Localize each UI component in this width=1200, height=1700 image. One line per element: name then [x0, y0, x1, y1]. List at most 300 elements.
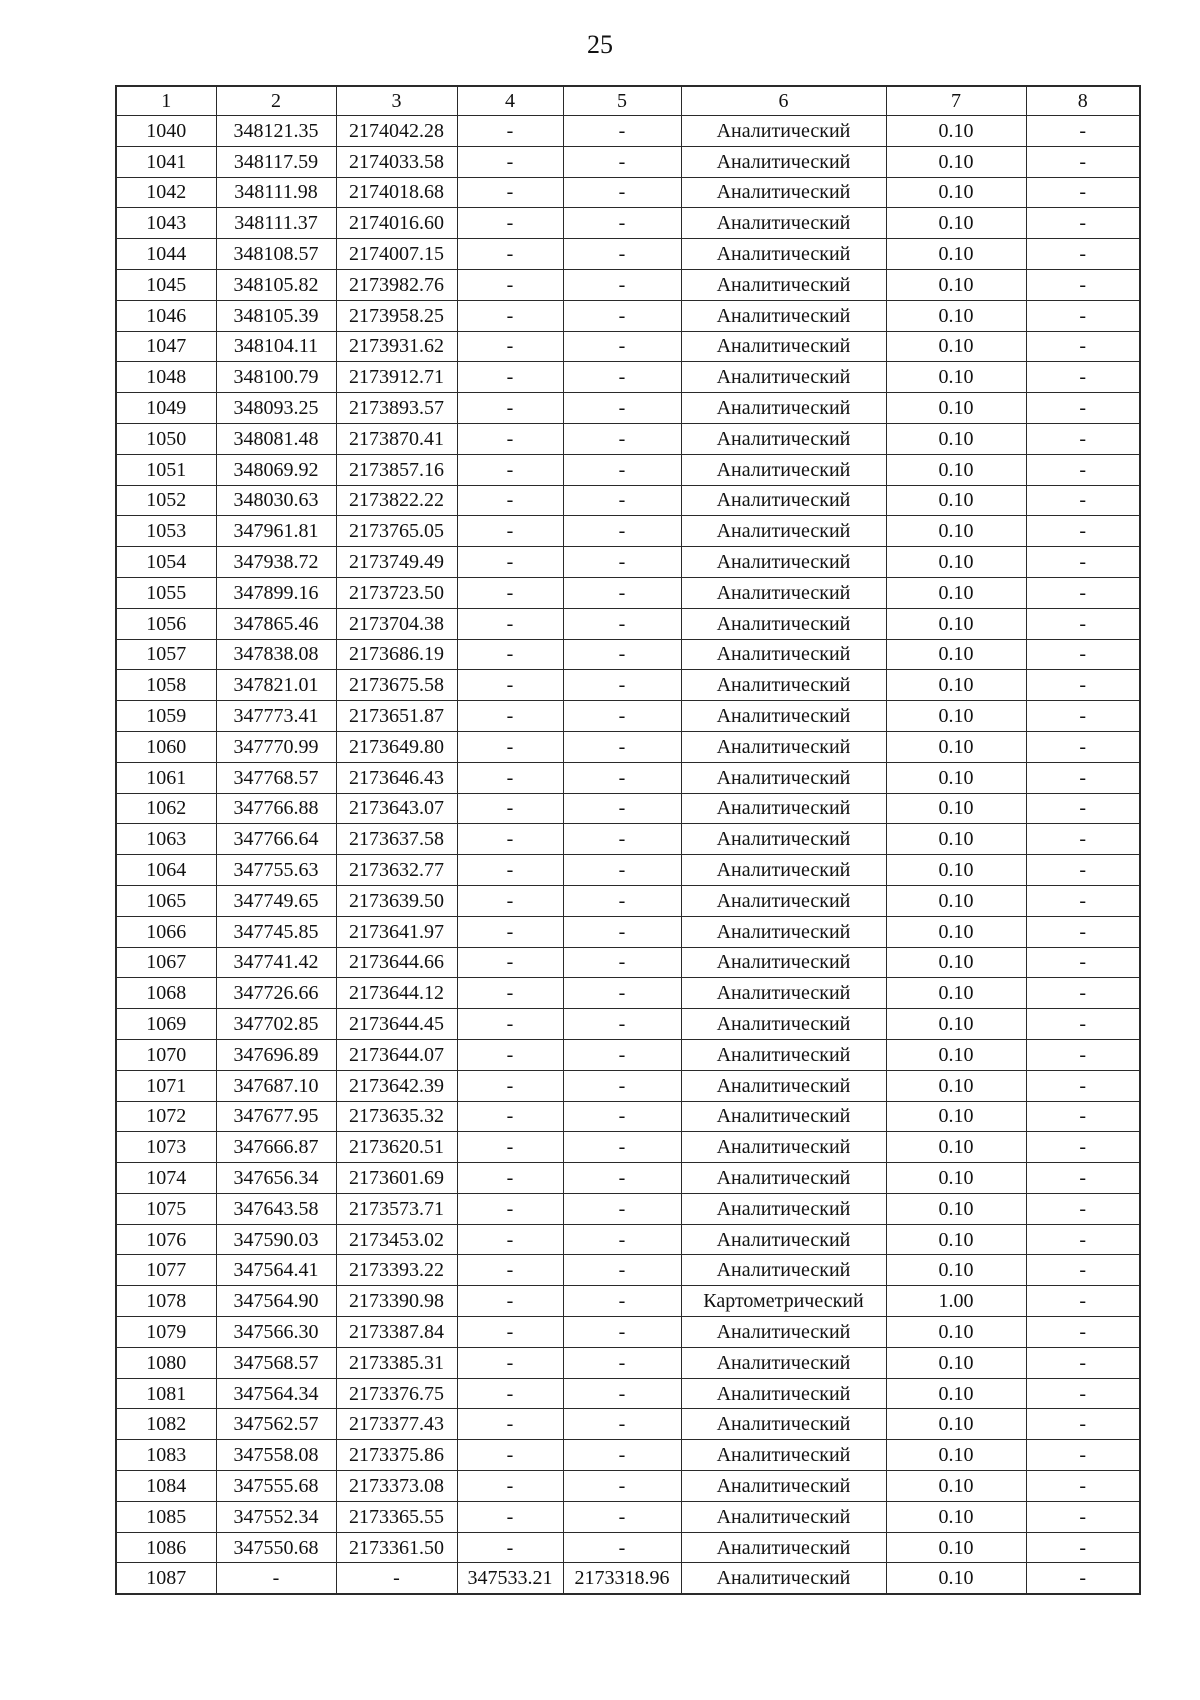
new-x-coordinate-cell: -: [457, 1132, 563, 1163]
accuracy-cell: 0.10: [886, 146, 1026, 177]
new-x-coordinate-cell: -: [457, 1501, 563, 1532]
x-coordinate-cell: 347562.57: [216, 1409, 336, 1440]
method-cell: Аналитический: [681, 1378, 886, 1409]
x-coordinate-cell: 347550.68: [216, 1532, 336, 1563]
page-number: 25: [587, 30, 613, 59]
point-number-cell: 1040: [116, 116, 216, 147]
table-row: [116, 1193, 1140, 1224]
y-coordinate-cell: 2173675.58: [336, 670, 457, 701]
accuracy-cell: 0.10: [886, 1132, 1026, 1163]
note-cell: -: [1026, 978, 1140, 1009]
new-x-coordinate-cell: -: [457, 362, 563, 393]
point-number-cell: 1079: [116, 1317, 216, 1348]
note-cell: -: [1026, 269, 1140, 300]
table-row: [116, 547, 1140, 578]
x-coordinate-cell: 348105.39: [216, 300, 336, 331]
y-coordinate-cell: 2173686.19: [336, 639, 457, 670]
method-cell: Аналитический: [681, 701, 886, 732]
method-cell: Аналитический: [681, 454, 886, 485]
new-x-coordinate-cell: -: [457, 1409, 563, 1440]
note-cell: -: [1026, 1563, 1140, 1594]
new-y-coordinate-cell: -: [563, 300, 681, 331]
x-coordinate-cell: 347566.30: [216, 1317, 336, 1348]
x-coordinate-cell: 348069.92: [216, 454, 336, 485]
new-y-coordinate-cell: -: [563, 485, 681, 516]
new-x-coordinate-cell: 347533.21: [457, 1563, 563, 1594]
note-cell: -: [1026, 239, 1140, 270]
new-y-coordinate-cell: -: [563, 1532, 681, 1563]
method-cell: Аналитический: [681, 1563, 886, 1594]
y-coordinate-cell: 2173453.02: [336, 1224, 457, 1255]
note-cell: -: [1026, 1070, 1140, 1101]
new-y-coordinate-cell: -: [563, 1378, 681, 1409]
x-coordinate-cell: 348093.25: [216, 393, 336, 424]
method-cell: Аналитический: [681, 639, 886, 670]
accuracy-cell: 0.10: [886, 1009, 1026, 1040]
y-coordinate-cell: 2173644.66: [336, 947, 457, 978]
table-row: [116, 331, 1140, 362]
note-cell: -: [1026, 116, 1140, 147]
point-number-cell: 1049: [116, 393, 216, 424]
y-coordinate-cell: 2173651.87: [336, 701, 457, 732]
accuracy-cell: 0.10: [886, 1101, 1026, 1132]
accuracy-cell: 0.10: [886, 1163, 1026, 1194]
new-y-coordinate-cell: -: [563, 208, 681, 239]
column-header: 7: [886, 86, 1026, 116]
table-row: [116, 146, 1140, 177]
accuracy-cell: 0.10: [886, 916, 1026, 947]
y-coordinate-cell: 2173387.84: [336, 1317, 457, 1348]
method-cell: Аналитический: [681, 1070, 886, 1101]
column-header: 3: [336, 86, 457, 116]
note-cell: -: [1026, 1409, 1140, 1440]
table-row: [116, 670, 1140, 701]
new-y-coordinate-cell: -: [563, 547, 681, 578]
method-cell: Аналитический: [681, 516, 886, 547]
y-coordinate-cell: 2173982.76: [336, 269, 457, 300]
note-cell: -: [1026, 1193, 1140, 1224]
y-coordinate-cell: 2173639.50: [336, 885, 457, 916]
method-cell: Аналитический: [681, 1347, 886, 1378]
table-row: [116, 978, 1140, 1009]
method-cell: Аналитический: [681, 393, 886, 424]
table-row: [116, 1070, 1140, 1101]
table-row: [116, 731, 1140, 762]
new-y-coordinate-cell: -: [563, 855, 681, 886]
column-header: 6: [681, 86, 886, 116]
method-cell: Аналитический: [681, 362, 886, 393]
table-row: [116, 177, 1140, 208]
accuracy-cell: 0.10: [886, 177, 1026, 208]
accuracy-cell: 0.10: [886, 1070, 1026, 1101]
point-number-cell: 1059: [116, 701, 216, 732]
new-x-coordinate-cell: -: [457, 577, 563, 608]
method-cell: Аналитический: [681, 793, 886, 824]
note-cell: -: [1026, 300, 1140, 331]
point-number-cell: 1053: [116, 516, 216, 547]
accuracy-cell: 0.10: [886, 454, 1026, 485]
method-cell: Аналитический: [681, 855, 886, 886]
accuracy-cell: 0.10: [886, 1471, 1026, 1502]
note-cell: -: [1026, 1440, 1140, 1471]
coordinates-table: [115, 85, 1141, 1595]
accuracy-cell: 0.10: [886, 1224, 1026, 1255]
new-y-coordinate-cell: -: [563, 1132, 681, 1163]
note-cell: -: [1026, 885, 1140, 916]
x-coordinate-cell: 348100.79: [216, 362, 336, 393]
new-x-coordinate-cell: -: [457, 978, 563, 1009]
table-row: [116, 454, 1140, 485]
point-number-cell: 1045: [116, 269, 216, 300]
accuracy-cell: 0.10: [886, 824, 1026, 855]
point-number-cell: 1067: [116, 947, 216, 978]
x-coordinate-cell: 347656.34: [216, 1163, 336, 1194]
accuracy-cell: 1.00: [886, 1286, 1026, 1317]
method-cell: Аналитический: [681, 916, 886, 947]
new-x-coordinate-cell: -: [457, 1224, 563, 1255]
x-coordinate-cell: 348108.57: [216, 239, 336, 270]
point-number-cell: 1078: [116, 1286, 216, 1317]
note-cell: -: [1026, 855, 1140, 886]
table-row: [116, 1440, 1140, 1471]
method-cell: Аналитический: [681, 331, 886, 362]
accuracy-cell: 0.10: [886, 300, 1026, 331]
x-coordinate-cell: 347590.03: [216, 1224, 336, 1255]
note-cell: -: [1026, 701, 1140, 732]
new-y-coordinate-cell: -: [563, 1440, 681, 1471]
new-x-coordinate-cell: -: [457, 423, 563, 454]
table-row: [116, 824, 1140, 855]
x-coordinate-cell: 347666.87: [216, 1132, 336, 1163]
point-number-cell: 1075: [116, 1193, 216, 1224]
table-row: [116, 300, 1140, 331]
x-coordinate-cell: 347899.16: [216, 577, 336, 608]
new-x-coordinate-cell: -: [457, 454, 563, 485]
accuracy-cell: 0.10: [886, 423, 1026, 454]
new-y-coordinate-cell: -: [563, 639, 681, 670]
point-number-cell: 1087: [116, 1563, 216, 1594]
note-cell: -: [1026, 1378, 1140, 1409]
note-cell: -: [1026, 454, 1140, 485]
accuracy-cell: 0.10: [886, 1378, 1026, 1409]
method-cell: Аналитический: [681, 1224, 886, 1255]
x-coordinate-cell: 347865.46: [216, 608, 336, 639]
accuracy-cell: 0.10: [886, 885, 1026, 916]
new-y-coordinate-cell: -: [563, 331, 681, 362]
new-x-coordinate-cell: -: [457, 116, 563, 147]
new-x-coordinate-cell: -: [457, 1286, 563, 1317]
x-coordinate-cell: 347643.58: [216, 1193, 336, 1224]
x-coordinate-cell: 348111.98: [216, 177, 336, 208]
new-x-coordinate-cell: -: [457, 208, 563, 239]
table-row: [116, 1471, 1140, 1502]
table-row: [116, 1009, 1140, 1040]
accuracy-cell: 0.10: [886, 1317, 1026, 1348]
accuracy-cell: 0.10: [886, 1193, 1026, 1224]
method-cell: Аналитический: [681, 208, 886, 239]
column-header: 4: [457, 86, 563, 116]
new-y-coordinate-cell: -: [563, 1101, 681, 1132]
note-cell: -: [1026, 793, 1140, 824]
new-y-coordinate-cell: -: [563, 1163, 681, 1194]
note-cell: -: [1026, 423, 1140, 454]
x-coordinate-cell: 348111.37: [216, 208, 336, 239]
new-y-coordinate-cell: -: [563, 393, 681, 424]
note-cell: -: [1026, 1532, 1140, 1563]
y-coordinate-cell: 2173644.12: [336, 978, 457, 1009]
note-cell: -: [1026, 1132, 1140, 1163]
table-row: [116, 1224, 1140, 1255]
new-x-coordinate-cell: -: [457, 393, 563, 424]
note-cell: -: [1026, 947, 1140, 978]
note-cell: -: [1026, 1039, 1140, 1070]
new-x-coordinate-cell: -: [457, 516, 563, 547]
x-coordinate-cell: 348081.48: [216, 423, 336, 454]
accuracy-cell: 0.10: [886, 1501, 1026, 1532]
table-header-row: [116, 86, 1140, 116]
table-row: [116, 608, 1140, 639]
method-cell: Аналитический: [681, 1132, 886, 1163]
x-coordinate-cell: 347568.57: [216, 1347, 336, 1378]
new-x-coordinate-cell: -: [457, 485, 563, 516]
method-cell: Аналитический: [681, 300, 886, 331]
y-coordinate-cell: 2173642.39: [336, 1070, 457, 1101]
y-coordinate-cell: 2173365.55: [336, 1501, 457, 1532]
y-coordinate-cell: 2173749.49: [336, 547, 457, 578]
note-cell: -: [1026, 1163, 1140, 1194]
method-cell: Аналитический: [681, 1501, 886, 1532]
point-number-cell: 1041: [116, 146, 216, 177]
note-cell: -: [1026, 1286, 1140, 1317]
point-number-cell: 1066: [116, 916, 216, 947]
accuracy-cell: 0.10: [886, 608, 1026, 639]
accuracy-cell: 0.10: [886, 577, 1026, 608]
point-number-cell: 1042: [116, 177, 216, 208]
new-y-coordinate-cell: -: [563, 1255, 681, 1286]
new-x-coordinate-cell: -: [457, 762, 563, 793]
table-row: [116, 362, 1140, 393]
table-row: [116, 577, 1140, 608]
new-x-coordinate-cell: -: [457, 1163, 563, 1194]
method-cell: Аналитический: [681, 1317, 886, 1348]
new-y-coordinate-cell: -: [563, 1286, 681, 1317]
accuracy-cell: 0.10: [886, 1409, 1026, 1440]
new-y-coordinate-cell: -: [563, 1009, 681, 1040]
x-coordinate-cell: 348105.82: [216, 269, 336, 300]
note-cell: -: [1026, 1224, 1140, 1255]
new-y-coordinate-cell: -: [563, 824, 681, 855]
table-row: [116, 1163, 1140, 1194]
method-cell: Аналитический: [681, 577, 886, 608]
new-y-coordinate-cell: -: [563, 177, 681, 208]
new-x-coordinate-cell: -: [457, 1039, 563, 1070]
y-coordinate-cell: 2173632.77: [336, 855, 457, 886]
x-coordinate-cell: -: [216, 1563, 336, 1594]
point-number-cell: 1086: [116, 1532, 216, 1563]
x-coordinate-cell: 347768.57: [216, 762, 336, 793]
method-cell: Аналитический: [681, 731, 886, 762]
y-coordinate-cell: 2173620.51: [336, 1132, 457, 1163]
point-number-cell: 1082: [116, 1409, 216, 1440]
method-cell: Аналитический: [681, 1255, 886, 1286]
y-coordinate-cell: 2173870.41: [336, 423, 457, 454]
y-coordinate-cell: 2173373.08: [336, 1471, 457, 1502]
method-cell: Аналитический: [681, 762, 886, 793]
new-y-coordinate-cell: 2173318.96: [563, 1563, 681, 1594]
x-coordinate-cell: 347770.99: [216, 731, 336, 762]
accuracy-cell: 0.10: [886, 1440, 1026, 1471]
accuracy-cell: 0.10: [886, 762, 1026, 793]
note-cell: -: [1026, 1317, 1140, 1348]
x-coordinate-cell: 347555.68: [216, 1471, 336, 1502]
note-cell: -: [1026, 1009, 1140, 1040]
new-y-coordinate-cell: -: [563, 978, 681, 1009]
x-coordinate-cell: 348121.35: [216, 116, 336, 147]
y-coordinate-cell: 2173643.07: [336, 793, 457, 824]
new-y-coordinate-cell: -: [563, 577, 681, 608]
new-x-coordinate-cell: -: [457, 639, 563, 670]
table-row: [116, 1409, 1140, 1440]
new-y-coordinate-cell: -: [563, 1409, 681, 1440]
table-row: [116, 1563, 1140, 1594]
table-row: [116, 1501, 1140, 1532]
column-header: 2: [216, 86, 336, 116]
new-x-coordinate-cell: -: [457, 1255, 563, 1286]
point-number-cell: 1057: [116, 639, 216, 670]
point-number-cell: 1083: [116, 1440, 216, 1471]
table-row: [116, 208, 1140, 239]
table-row: [116, 762, 1140, 793]
y-coordinate-cell: 2173646.43: [336, 762, 457, 793]
x-coordinate-cell: 347564.34: [216, 1378, 336, 1409]
method-cell: Аналитический: [681, 978, 886, 1009]
accuracy-cell: 0.10: [886, 670, 1026, 701]
accuracy-cell: 0.10: [886, 362, 1026, 393]
method-cell: Аналитический: [681, 608, 886, 639]
new-x-coordinate-cell: -: [457, 547, 563, 578]
note-cell: -: [1026, 824, 1140, 855]
note-cell: -: [1026, 393, 1140, 424]
method-cell: Аналитический: [681, 824, 886, 855]
new-y-coordinate-cell: -: [563, 239, 681, 270]
point-number-cell: 1084: [116, 1471, 216, 1502]
new-y-coordinate-cell: -: [563, 146, 681, 177]
accuracy-cell: 0.10: [886, 947, 1026, 978]
table-row: [116, 1101, 1140, 1132]
y-coordinate-cell: 2174007.15: [336, 239, 457, 270]
new-x-coordinate-cell: -: [457, 1070, 563, 1101]
accuracy-cell: 0.10: [886, 239, 1026, 270]
y-coordinate-cell: 2173635.32: [336, 1101, 457, 1132]
point-number-cell: 1074: [116, 1163, 216, 1194]
point-number-cell: 1065: [116, 885, 216, 916]
y-coordinate-cell: 2174033.58: [336, 146, 457, 177]
new-x-coordinate-cell: -: [457, 824, 563, 855]
accuracy-cell: 0.10: [886, 1532, 1026, 1563]
point-number-cell: 1081: [116, 1378, 216, 1409]
accuracy-cell: 0.10: [886, 793, 1026, 824]
table-row: [116, 793, 1140, 824]
accuracy-cell: 0.10: [886, 1347, 1026, 1378]
table-row: [116, 516, 1140, 547]
note-cell: -: [1026, 916, 1140, 947]
x-coordinate-cell: 347696.89: [216, 1039, 336, 1070]
y-coordinate-cell: 2173765.05: [336, 516, 457, 547]
new-x-coordinate-cell: -: [457, 947, 563, 978]
note-cell: -: [1026, 177, 1140, 208]
table-row: [116, 1039, 1140, 1070]
new-x-coordinate-cell: -: [457, 1009, 563, 1040]
method-cell: Аналитический: [681, 239, 886, 270]
table-row: [116, 1317, 1140, 1348]
y-coordinate-cell: 2173377.43: [336, 1409, 457, 1440]
method-cell: Аналитический: [681, 670, 886, 701]
new-x-coordinate-cell: -: [457, 608, 563, 639]
note-cell: -: [1026, 208, 1140, 239]
note-cell: -: [1026, 639, 1140, 670]
method-cell: Аналитический: [681, 1193, 886, 1224]
accuracy-cell: 0.10: [886, 269, 1026, 300]
x-coordinate-cell: 347821.01: [216, 670, 336, 701]
point-number-cell: 1055: [116, 577, 216, 608]
y-coordinate-cell: 2173644.07: [336, 1039, 457, 1070]
new-x-coordinate-cell: -: [457, 269, 563, 300]
method-cell: Аналитический: [681, 146, 886, 177]
table-row: [116, 916, 1140, 947]
x-coordinate-cell: 347961.81: [216, 516, 336, 547]
y-coordinate-cell: 2173723.50: [336, 577, 457, 608]
method-cell: Аналитический: [681, 947, 886, 978]
y-coordinate-cell: 2173390.98: [336, 1286, 457, 1317]
new-x-coordinate-cell: -: [457, 1193, 563, 1224]
x-coordinate-cell: 347766.64: [216, 824, 336, 855]
y-coordinate-cell: 2173644.45: [336, 1009, 457, 1040]
table-row: [116, 393, 1140, 424]
x-coordinate-cell: 347564.90: [216, 1286, 336, 1317]
table-row: [116, 423, 1140, 454]
point-number-cell: 1071: [116, 1070, 216, 1101]
accuracy-cell: 0.10: [886, 1563, 1026, 1594]
method-cell: Аналитический: [681, 1009, 886, 1040]
y-coordinate-cell: 2173393.22: [336, 1255, 457, 1286]
x-coordinate-cell: 347749.65: [216, 885, 336, 916]
y-coordinate-cell: 2173376.75: [336, 1378, 457, 1409]
note-cell: -: [1026, 146, 1140, 177]
note-cell: -: [1026, 670, 1140, 701]
new-y-coordinate-cell: -: [563, 701, 681, 732]
new-y-coordinate-cell: -: [563, 1224, 681, 1255]
new-y-coordinate-cell: -: [563, 1070, 681, 1101]
new-y-coordinate-cell: -: [563, 762, 681, 793]
x-coordinate-cell: 347552.34: [216, 1501, 336, 1532]
point-number-cell: 1077: [116, 1255, 216, 1286]
new-y-coordinate-cell: -: [563, 269, 681, 300]
x-coordinate-cell: 348104.11: [216, 331, 336, 362]
y-coordinate-cell: 2174042.28: [336, 116, 457, 147]
new-x-coordinate-cell: -: [457, 1440, 563, 1471]
new-y-coordinate-cell: -: [563, 423, 681, 454]
x-coordinate-cell: 347741.42: [216, 947, 336, 978]
x-coordinate-cell: 347726.66: [216, 978, 336, 1009]
accuracy-cell: 0.10: [886, 393, 1026, 424]
method-cell: Аналитический: [681, 547, 886, 578]
method-cell: Аналитический: [681, 1101, 886, 1132]
new-x-coordinate-cell: -: [457, 1532, 563, 1563]
new-x-coordinate-cell: -: [457, 701, 563, 732]
note-cell: -: [1026, 731, 1140, 762]
new-y-coordinate-cell: -: [563, 731, 681, 762]
y-coordinate-cell: 2173931.62: [336, 331, 457, 362]
